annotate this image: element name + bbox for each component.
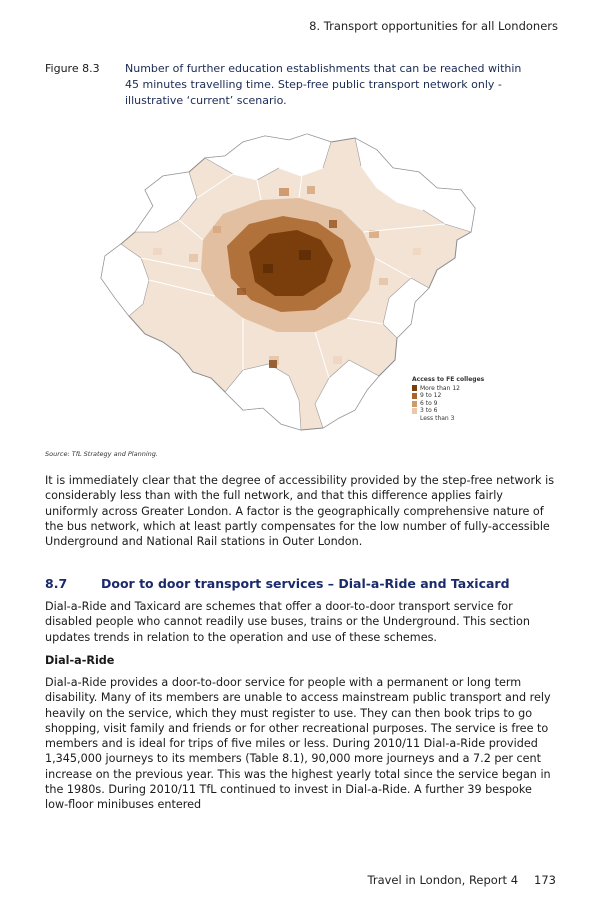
map-legend [412, 376, 484, 423]
section-title: Door to door transport services – Dial-a-Ride and Taxicard [101, 576, 510, 591]
legend-item [412, 400, 484, 408]
legend-item [412, 385, 484, 393]
subheading: Dial-a-Ride [45, 654, 115, 667]
body-paragraph: It is immediately clear that the degree of accessibility provided by the step-free network is considerably less than with the full network, and that this difference applies fairly uniformly across Greater London. A factor is the geographically comprehensive nature of the bus network, which at least partly compensates for the low number of fully-accessible Underground and National Rail stations in Outer London. [45, 474, 555, 549]
legend-swatch [412, 385, 417, 391]
body-paragraph: Dial-a-Ride provides a door-to-door service for people with a permanent or long term disability. Many of its members are unable to access mainstream public transport and rely heavily on the service, which they must register to use. They can then book trips to go shopping, visit family and friends or for other recreational purposes. The service is free to members and is ideal for trips of five miles or less. During 2010/11 Dial-a-Ride provided 1,345,000 journeys to its members (Table 8.1), 90,000 more journeys and a 7.2 per cent increase on the previous year. This was the highest yearly total since the service began in the 1980s. During 2010/11 TfL continued to invest in Dial-a-Ride. A further 39 bespoke low-floor minibuses entered [45, 676, 551, 812]
legend-item [412, 392, 484, 400]
figure-caption-text: Number of further education establishments that can be reached within 45 minutes travelling time. Step-free public transport network only - illustrative ‘current’ scenario. [125, 62, 522, 107]
legend-label: More than 12 [420, 384, 460, 392]
page-number: 173 [534, 873, 556, 887]
report-title: Travel in London, Report 4 [367, 873, 519, 887]
legend-swatch [412, 393, 417, 399]
figure-source: Source: TfL Strategy and Planning. [45, 450, 158, 458]
legend-label: 6 to 9 [420, 399, 438, 407]
legend-swatch [412, 408, 417, 414]
page-footer [368, 873, 557, 887]
legend-swatch [412, 416, 417, 422]
legend-label: 9 to 12 [420, 392, 442, 400]
section-number: 8.7 [45, 576, 68, 591]
figure-number: Figure 8.3 [45, 62, 100, 75]
legend-item [412, 407, 484, 415]
legend-item [412, 415, 484, 423]
legend-swatch [412, 401, 417, 407]
running-header: 8. Transport opportunities for all Londoners [309, 19, 558, 33]
legend-label: 3 to 6 [420, 407, 438, 415]
legend-title: Access to FE colleges [412, 376, 485, 383]
body-paragraph: Dial-a-Ride and Taxicard are schemes that offer a door-to-door transport service for disabled people who cannot readily use buses, trains or the Underground. This section updates trends in relation to the operation and use of these schemes. [45, 600, 530, 644]
legend-label: Less than 3 [420, 414, 455, 422]
